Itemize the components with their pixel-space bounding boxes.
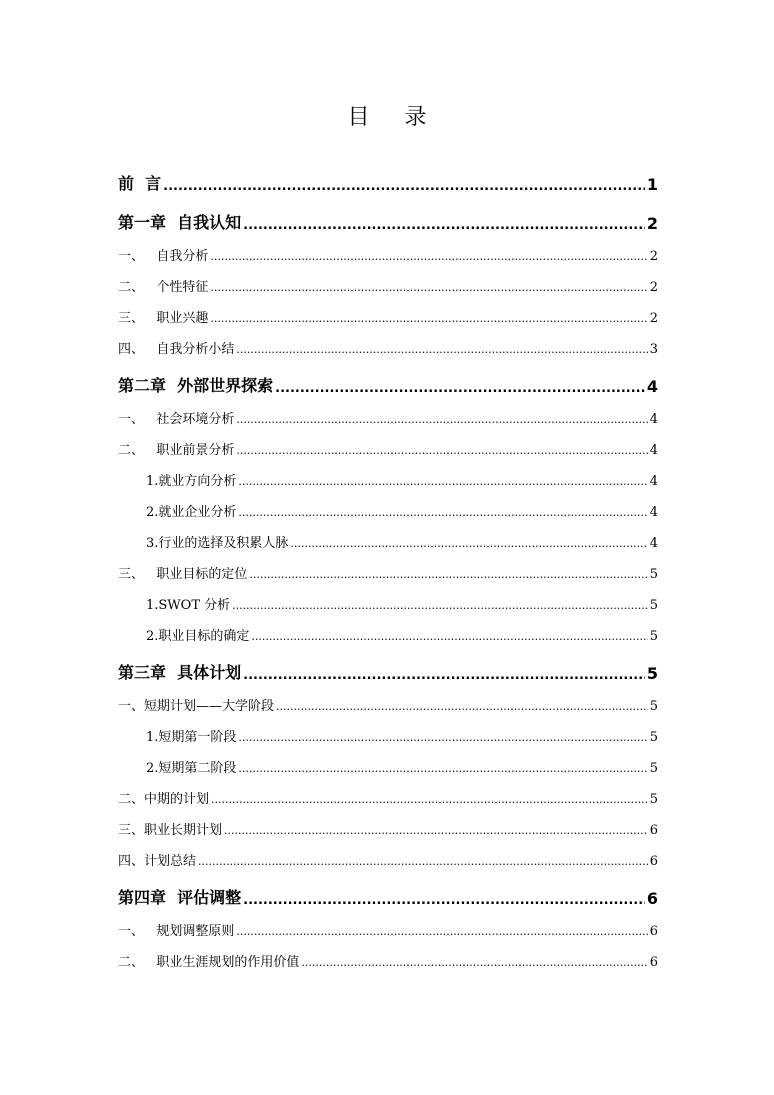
toc-page-number: 4 — [649, 474, 658, 489]
toc-page-number: 6 — [649, 924, 658, 939]
toc-page-number: 4 — [646, 377, 658, 396]
toc-entry-label: 3.行业的选择及积累人脉 — [146, 536, 289, 551]
toc-entry-label: 三、 职业兴趣 — [118, 311, 209, 326]
dot-leader — [243, 664, 645, 683]
toc-entry-label: 一、 自我分析 — [118, 249, 209, 264]
toc-page-number: 5 — [649, 629, 658, 644]
dot-leader — [198, 854, 648, 869]
toc-entry-label: 1.就业方向分析 — [146, 474, 237, 489]
dot-leader — [251, 629, 647, 644]
toc-page-number: 2 — [649, 249, 658, 264]
toc-page-number: 5 — [649, 792, 658, 807]
toc-page-number: 5 — [649, 761, 658, 776]
toc-section-row[interactable] — [118, 238, 658, 269]
toc-section-row[interactable] — [118, 401, 658, 432]
toc-chapter-row[interactable] — [118, 362, 658, 401]
toc-page-number: 4 — [649, 505, 658, 520]
dot-leader — [236, 412, 647, 427]
toc-page-number: 5 — [649, 567, 658, 582]
toc-chapter-row[interactable] — [118, 874, 658, 913]
toc-entry-label: 四、 自我分析小结 — [118, 342, 235, 357]
toc-section-row[interactable] — [118, 432, 658, 463]
toc-subsection-row[interactable] — [118, 587, 658, 618]
toc-subsection-row[interactable] — [118, 618, 658, 649]
dot-leader — [210, 311, 647, 326]
toc-section-row[interactable] — [118, 269, 658, 300]
table-of-contents — [118, 160, 658, 975]
toc-page-number: 2 — [649, 311, 658, 326]
toc-entry-label: 1.短期第一阶段 — [146, 730, 237, 745]
toc-section-row[interactable] — [118, 812, 658, 843]
dot-leader — [236, 342, 647, 357]
toc-entry-label: 2.短期第二阶段 — [146, 761, 237, 776]
dot-leader — [275, 377, 645, 396]
toc-section-row[interactable] — [118, 843, 658, 874]
toc-entry-label: 三、职业长期计划 — [118, 823, 223, 838]
dot-leader — [238, 730, 647, 745]
toc-section-row[interactable] — [118, 331, 658, 362]
toc-subsection-row[interactable] — [118, 463, 658, 494]
toc-page-number: 2 — [646, 214, 658, 233]
toc-subsection-row[interactable] — [118, 719, 658, 750]
toc-entry-label: 二、 职业生涯规划的作用价值 — [118, 955, 300, 970]
dot-leader — [276, 699, 648, 714]
toc-entry-label: 2.就业企业分析 — [146, 505, 237, 520]
toc-page-number: 4 — [649, 412, 658, 427]
toc-page-number: 5 — [649, 598, 658, 613]
toc-entry-label: 1.SWOT 分析 — [146, 598, 231, 613]
dot-leader — [236, 924, 647, 939]
dot-leader — [238, 474, 647, 489]
toc-subsection-row[interactable] — [118, 494, 658, 525]
toc-entry-label: 二、 职业前景分析 — [118, 443, 235, 458]
toc-entry-label: 二、 个性特征 — [118, 280, 209, 295]
toc-entry-label: 二、中期的计划 — [118, 792, 210, 807]
dot-leader — [238, 505, 647, 520]
toc-page-number: 6 — [649, 854, 658, 869]
toc-section-row[interactable] — [118, 781, 658, 812]
dot-leader — [290, 536, 647, 551]
toc-section-row[interactable] — [118, 556, 658, 587]
toc-entry-label: 第二章 外部世界探索 — [118, 376, 274, 395]
toc-chapter-row[interactable] — [118, 649, 658, 688]
dot-leader — [163, 175, 645, 194]
dot-leader — [210, 280, 647, 295]
toc-page-number: 5 — [649, 730, 658, 745]
dot-leader — [301, 955, 647, 970]
toc-page-number: 4 — [649, 536, 658, 551]
toc-entry-label: 第三章 具体计划 — [118, 663, 242, 682]
toc-entry-label: 前 言 — [118, 174, 162, 193]
toc-entry-label: 三、 职业目标的定位 — [118, 567, 248, 582]
toc-page-number: 6 — [649, 823, 658, 838]
dot-leader — [243, 889, 645, 908]
toc-page-number: 1 — [646, 175, 658, 194]
toc-chapter-row[interactable] — [118, 199, 658, 238]
toc-entry-label: 四、计划总结 — [118, 854, 197, 869]
toc-entry-label: 第四章 评估调整 — [118, 888, 242, 907]
toc-page-number: 4 — [649, 443, 658, 458]
dot-leader — [238, 761, 647, 776]
toc-entry-label: 一、短期计划——大学阶段 — [118, 699, 275, 714]
toc-entry-label: 一、 社会环境分析 — [118, 412, 235, 427]
toc-page-number: 3 — [649, 342, 658, 357]
toc-entry-label: 一、 规划调整原则 — [118, 924, 235, 939]
toc-page-number: 6 — [649, 955, 658, 970]
toc-subsection-row[interactable] — [118, 750, 658, 781]
dot-leader — [232, 598, 648, 613]
toc-entry-label: 第一章 自我认知 — [118, 213, 242, 232]
toc-section-row[interactable] — [118, 300, 658, 331]
toc-section-row[interactable] — [118, 688, 658, 719]
dot-leader — [249, 567, 647, 582]
toc-section-row[interactable] — [118, 944, 658, 975]
toc-page-number: 5 — [646, 664, 658, 683]
dot-leader — [210, 249, 647, 264]
dot-leader — [211, 792, 648, 807]
toc-page-number: 2 — [649, 280, 658, 295]
toc-entry-label: 2.职业目标的确定 — [146, 629, 250, 644]
toc-page-number: 6 — [646, 889, 658, 908]
toc-subsection-row[interactable] — [118, 525, 658, 556]
dot-leader — [236, 443, 647, 458]
dot-leader — [243, 214, 645, 233]
toc-page-number: 5 — [649, 699, 658, 714]
page-title: 目 录 — [347, 105, 441, 130]
dot-leader — [224, 823, 648, 838]
toc-section-row[interactable] — [118, 913, 658, 944]
toc-chapter-row[interactable] — [118, 160, 658, 199]
